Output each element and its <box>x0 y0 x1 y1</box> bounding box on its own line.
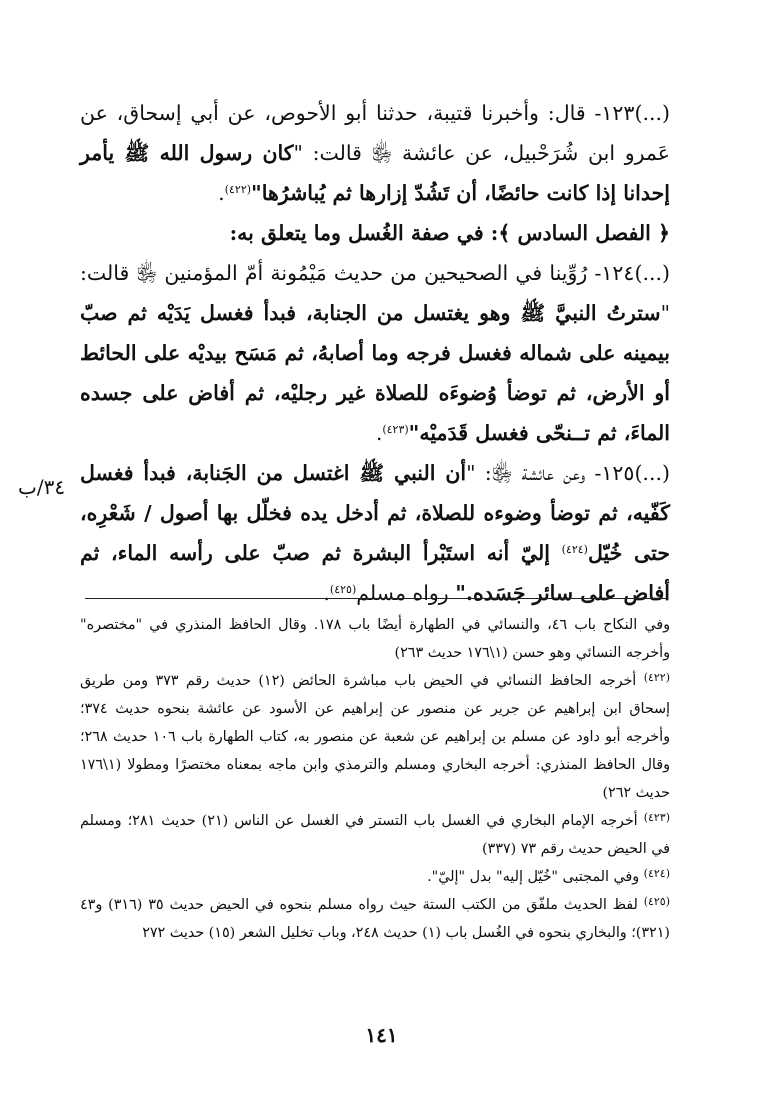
footnote: $^{(٤٢٣)}$ أخرجه الإمام البخاري في الغسل باب التستر في الغسل عن الناس (٢١) حديث ٢٨١؛ ومسلم في الحيض حديث رقم ٧٣ (٣٣٧) <box>80 811 671 857</box>
footnote-ref: (٤٢٥) <box>329 583 357 596</box>
hadith-text: أن النبي ﷺ اغتسل من الجَنابة، فبدأ فغسل كَفّيه، ثم توضأ وضوءه للصلاة، ثم أدخل يده فخلّل بها أصول / شَعْرِه، حتى خُيّل <box>80 461 671 565</box>
manuscript-folio-note: ٣٤/ب <box>18 475 66 499</box>
footnote-ref: (٤٢٤) <box>561 543 588 556</box>
paragraph-124: (...)١٢٤- رُوِّينا في الصحيحين من حديث مَيْمُونة أمّ المؤمنين ﵂ قالت: "سترتُ النبيَّ ﷺ وهو يغتسل من الجنابة، فبدأ فغسل يَدَيْه ثم صبّ بيمينه على شماله فغسل فرجه وما أصابهُ، ثم مَسَح بيديْه على الحائط أو الأرض، ثم توضأ وُضوءَه للصلاة غير رجليْه، ثم أفاض على جسده الماءَ، ثم تــنحّى فغسل قَدَميْه"$^{(٤٢٣)}$. <box>80 261 670 445</box>
section-heading: ﴿ الفصل السادس ﴾: في صفة الغُسل وما يتعلق به: <box>229 221 670 245</box>
hadith-text: إليّ أنه استَبْرأ البشرة ثم صبّ على رأسه الماء، ثم أفاض على سائر جَسَده. <box>80 541 670 605</box>
footnote: وفي النكاح باب ٤٦، والنسائي في الطهارة أيضًا باب ١٧٨. وقال الحافظ المنذري في "مختصره" وأخرجه النسائي وهو حسن (١\١٧٦ حديث ٢٦٣) <box>80 617 670 661</box>
footnote: $^{(٤٢٢)}$ أخرجه الحافظ النسائي في الحيض باب مباشرة الحائض (١٢) حديث رقم ٣٧٣ ومن طريق إسحاق ابن إبراهيم عن جرير عن منصور عن إبراهيم عن الأسود عن عائشة بنحوه حديث ٣٧٤؛ وأخرجه أبو داود عن مسلم بن إبراهيم عن شعبة عن منصور به، كتاب الطهارة باب ١٠٦ حديث ٢٦٨؛ وقال الحافظ المنذري: أخرجه البخاري ومسلم والترمذي وابن ماجه بمعناه مختصرًا ومطولا (١\١٧٦ حديث ٢٦٢) <box>80 671 671 801</box>
hadith-text: كان رسول الله ﷺ يأمر إحدانا إذا كانت حائضًا، أن تَشُدّ إزارها ثم يُباشرُها <box>80 141 670 205</box>
footnote-ref: (٤٢٣) <box>382 423 409 436</box>
paragraph-123: (...)١٢٣- قال: وأخبرنا قتيبة، حدثنا أبو الأحوص، عن أبي إسحاق، عن عَمرو ابن شُرَحْبيل، عن عائشة ﵂ قالت: "كان رسول الله ﷺ يأمر إحدانا إذا كانت حائضًا، أن تَشُدّ إزارها ثم يُباشرُها"$^{(٤٢٢)}$. <box>80 101 670 205</box>
footnotes <box>80 611 670 947</box>
footnote: $^{(٤٢٥)}$ لفظ الحديث ملفّق من الكتب الستة حيث رواه مسلم بنحوه في الحيض حديث ٣٥ (٣١٦) و٤٣ (٣٢١)؛ والبخاري بنحوه في الغُسل باب (١) حديث ٢٤٨، وباب تخليل الشعر (١٥) حديث ٢٧٢ <box>80 895 671 941</box>
footnote: $^{(٤٢٤)}$ وفي المجتبى "خُيّل إليه" بدل "إليّ". <box>427 867 670 885</box>
page-number: ١٤١ <box>365 1023 398 1047</box>
hadith-text: سترتُ النبيَّ ﷺ وهو يغتسل من الجنابة، فبدأ فغسل يَدَيْه ثم صبّ بيمينه على شماله فغسل فرجه وما أصابهُ، ثم مَسَح بيديْه على الحائط أو الأرض، ثم توضأ وُضوءَه للصلاة غير رجليْه، ثم أفاض على جسده الماءَ، ثم تــنحّى فغسل قَدَميْه <box>80 301 670 445</box>
footnote-divider <box>85 598 667 599</box>
main-text <box>80 93 670 613</box>
footnote-ref: (٤٢٢) <box>224 183 252 196</box>
paragraph-125: (...)١٢٥- وعن عائشة ﵂: "أن النبي ﷺ اغتسل من الجَنابة، فبدأ فغسل كَفّيه، ثم توضأ وضوءه للصلاة، ثم أدخل يده فخلّل بها أصول / شَعْرِه، حتى خُيّل$^{(٤٢٤)}$ إليّ أنه استَبْرأ البشرة ثم صبّ على رأسه الماء، ثم أفاض على سائر جَسَده." رواه مسلم$^{(٤٢٥)}$. <box>80 461 671 605</box>
